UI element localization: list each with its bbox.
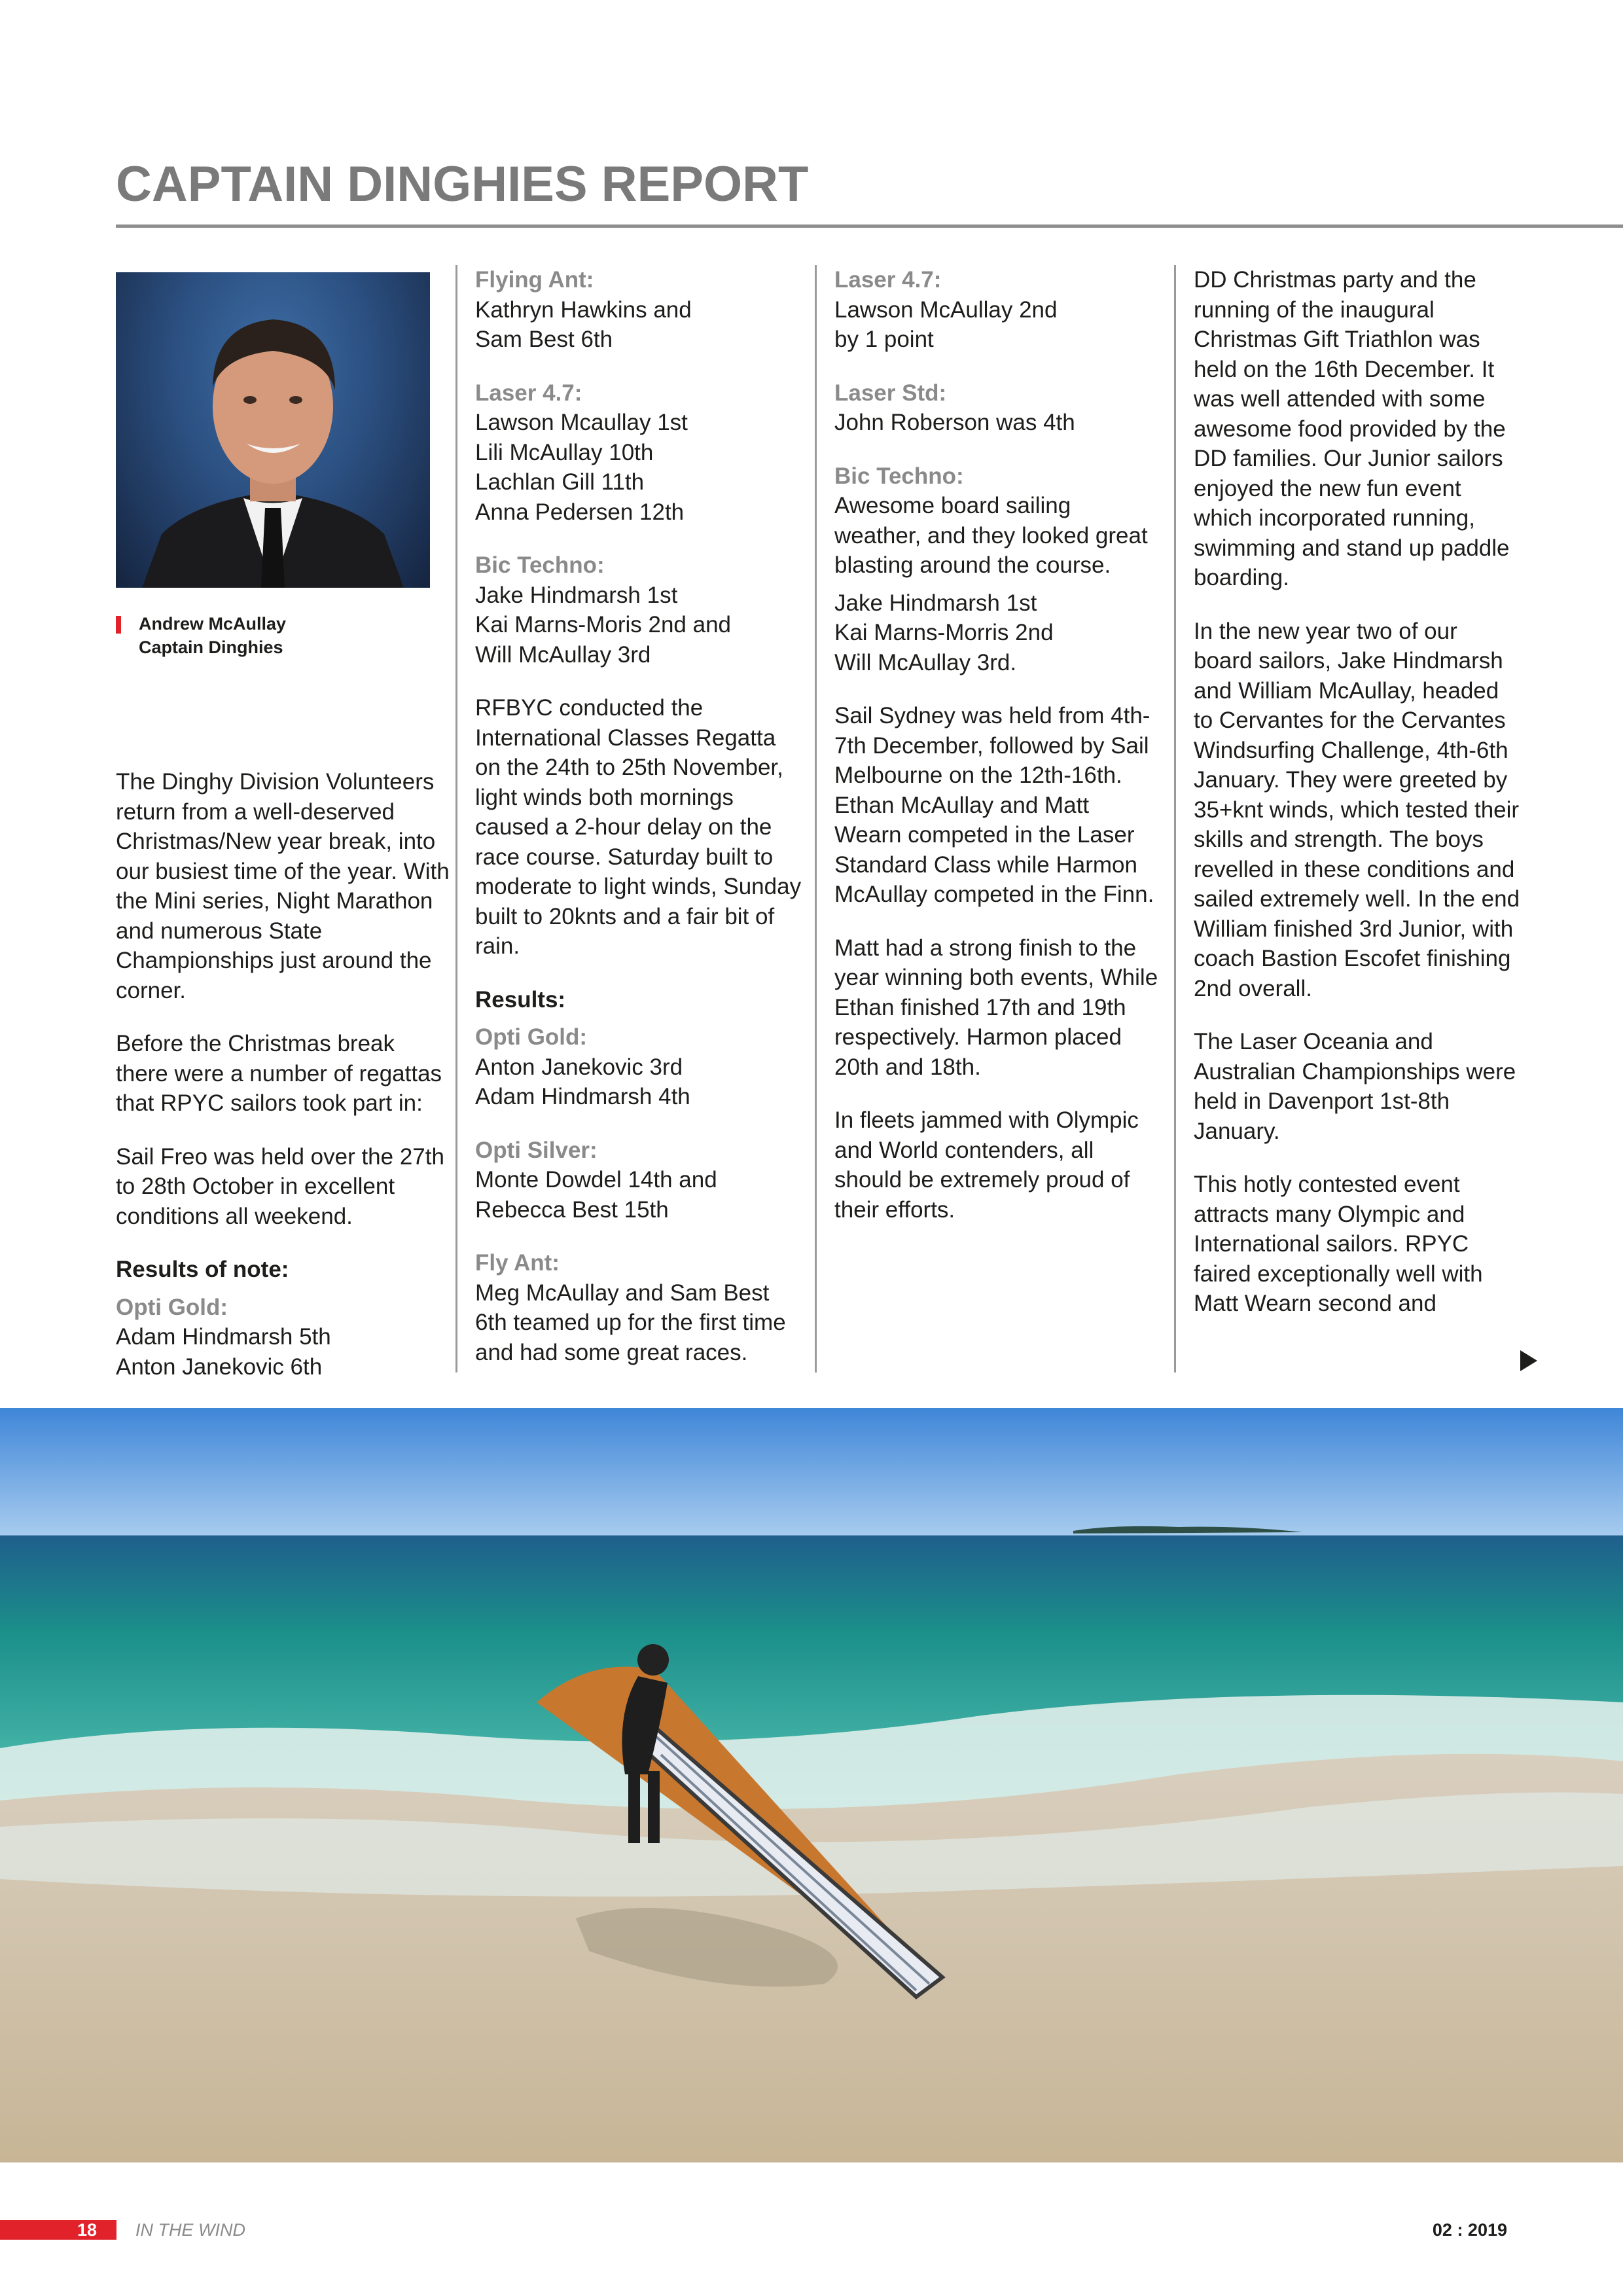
- result-line: Lachlan Gill 11th: [475, 469, 645, 495]
- column-3: [834, 265, 1162, 1225]
- publication-name: IN THE WIND: [135, 2220, 245, 2240]
- paragraph: This hotly contested event attracts many Olympic and International sailors. RPYC faired exceptionally well with Matt Wearn second and: [1194, 1172, 1483, 1316]
- paragraph: Matt had a strong finish to the year winning both events, While Ethan finished 17th and 19th respectively. Harmon placed 20th and 18th.: [834, 935, 1158, 1080]
- paragraph: Sail Sydney was held from 4th-7th December, followed by Sail Melbourne on the 12th-16th. Ethan McAullay and Matt Wearn competed in the Laser Standard Class while Harmon McAullay competed in the Finn.: [834, 703, 1154, 907]
- results-heading: Results of note:: [116, 1257, 289, 1282]
- result-line: Lili McAullay 10th: [475, 439, 654, 465]
- paragraph: RFBYC conducted the International Classes Regatta on the 24th to 25th November, light winds both mornings caused a 2-hour delay on the race course. Saturday built to moderate to light winds, Sunday built to 20knts and a fair bit of rain.: [475, 695, 802, 959]
- page-title: CAPTAIN DINGHIES REPORT: [116, 156, 809, 212]
- result-line: Adam Hindmarsh 4th: [475, 1084, 690, 1109]
- result-line: Monte Dowdel 14th and: [475, 1167, 717, 1193]
- column-divider: [455, 265, 457, 1372]
- result-line: Lawson McAullay 2nd: [834, 296, 1058, 323]
- result-line: John Roberson was 4th: [834, 410, 1075, 435]
- column-4: [1194, 265, 1521, 1319]
- paragraph: Meg McAullay and Sam Best 6th teamed up for the first time and had some great races.: [475, 1280, 786, 1365]
- caption-role: Captain Dinghies: [139, 637, 283, 657]
- caption-name: Andrew McAullay: [139, 614, 287, 634]
- result-line: Lawson Mcaullay 1st: [475, 410, 688, 435]
- paragraph: Sail Freo was held over the 27th to 28th October in excellent conditions all weekend.: [116, 1143, 444, 1229]
- results-heading: Results:: [475, 986, 566, 1013]
- paragraph: The Laser Oceania and Australian Championships were held in Davenport 1st-8th January.: [1194, 1029, 1516, 1144]
- result-line: Will McAullay 3rd: [475, 641, 651, 668]
- result-line: Sam Best 6th: [475, 327, 613, 352]
- class-label: Bic Techno:: [834, 463, 964, 489]
- result-line: Kai Marns-Moris 2nd and: [475, 612, 731, 637]
- result-line: Rebecca Best 15th: [475, 1196, 669, 1223]
- paragraph: Awesome board sailing weather, and they looked great blasting around the course.: [834, 493, 1148, 578]
- footer-accent: [0, 2220, 116, 2240]
- continue-arrow-icon: [1520, 1350, 1537, 1371]
- issue-number: 02 : 2019: [1432, 2220, 1507, 2240]
- title-rule: [116, 224, 1623, 228]
- result-line: Will McAullay 3rd.: [834, 649, 1017, 675]
- result-line: Anton Janekovic 3rd: [475, 1054, 683, 1080]
- result-line: Kai Marns-Morris 2nd: [834, 620, 1054, 645]
- windsurfer-beach-photo: [0, 1408, 1623, 2162]
- class-label: Opti Gold:: [475, 1024, 588, 1050]
- column-2: [475, 265, 802, 1367]
- class-label: Laser 4.7:: [834, 267, 942, 293]
- column-1: [116, 767, 450, 1382]
- column-divider: [815, 265, 817, 1372]
- paragraph: The Dinghy Division Volunteers return from a well-deserved Christmas/New year break, into our busiest time of the year. With the Mini series, Night Marathon and numerous State Championships just around the corner.: [116, 769, 450, 1003]
- class-label: Fly Ant:: [475, 1250, 560, 1276]
- portrait-photo: [116, 272, 430, 588]
- class-label: Flying Ant:: [475, 267, 594, 293]
- result-line: Kathryn Hawkins and: [475, 296, 692, 323]
- paragraph: In the new year two of our board sailors, Jake Hindmarsh and William McAullay, headed to Cervantes for the Cervantes Windsurfing Challenge, 4th-6th January. They were greeted by 35+knt winds, which tested their skills and strength. The boys revelled in these conditions and sailed extremely well. In the end William finished 3rd Junior, with coach Bastion Escofet finishing 2nd overall.: [1194, 618, 1520, 1001]
- class-label: Laser Std:: [834, 380, 947, 406]
- result-line: Adam Hindmarsh 5th: [116, 1324, 331, 1350]
- paragraph: Before the Christmas break there were a number of regattas that RPYC sailors took part in:: [116, 1031, 442, 1116]
- result-line: Anton Janekovic 6th: [116, 1354, 323, 1380]
- column-divider: [1174, 265, 1176, 1372]
- class-label: Opti Silver:: [475, 1137, 597, 1163]
- paragraph: In fleets jammed with Olympic and World contenders, all should be extremely proud of their efforts.: [834, 1107, 1139, 1223]
- class-label: Laser 4.7:: [475, 380, 582, 406]
- page-number: 18: [77, 2220, 98, 2240]
- paragraph: DD Christmas party and the running of the inaugural Christmas Gift Triathlon was held on the 16th December. It was well attended with some awesome food provided by the DD families. Our Junior sailors enjoyed the new fun event which incorporated running, swimming and stand up paddle boarding.: [1194, 267, 1510, 590]
- class-label: Bic Techno:: [475, 552, 605, 578]
- result-line: by 1 point: [834, 327, 934, 352]
- class-label: Opti Gold:: [116, 1294, 228, 1320]
- portrait-caption: [139, 612, 286, 659]
- caption-marker: [116, 616, 121, 634]
- result-line: Anna Pedersen 12th: [475, 499, 685, 525]
- result-line: Jake Hindmarsh 1st: [834, 590, 1037, 616]
- result-line: Jake Hindmarsh 1st: [475, 582, 678, 608]
